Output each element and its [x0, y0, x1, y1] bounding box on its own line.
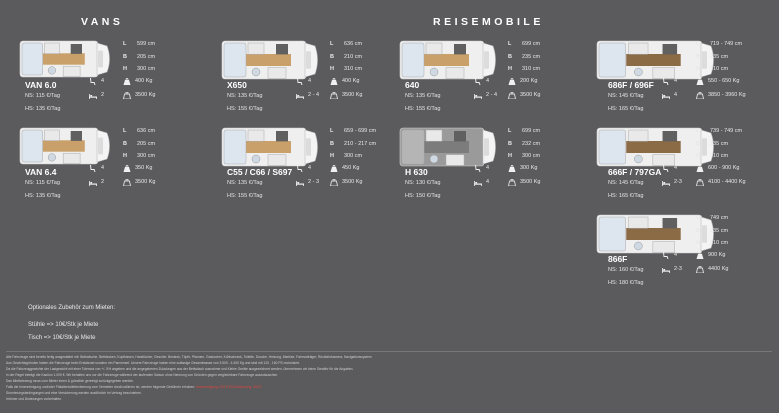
spec-l [123, 128, 155, 134]
spec-key: B [696, 53, 700, 60]
spec-payload: 450 Kg [342, 165, 360, 171]
spec-value: 235 cm [710, 53, 729, 60]
spec-value: 205 cm [137, 140, 156, 147]
spec-b [123, 54, 155, 60]
spec-payload: 350 Kg [135, 165, 153, 171]
spec-value: 699 cm [522, 128, 541, 134]
spec-beds: 2 - 3 [308, 179, 320, 185]
payload-weight-icon [508, 78, 516, 85]
spec-h [696, 66, 728, 72]
footnote-line-5: Das Mietfahrzeug muss vom Mieter innen & gründlich gereinigt zurückgegeben werden. [6, 379, 134, 383]
payload-weight-icon [696, 252, 704, 259]
spec-key: L [508, 128, 512, 134]
spec-key: L [508, 41, 512, 47]
spec-value: 310 cm [344, 66, 363, 72]
spec-beds: 2 - 4 [308, 92, 320, 98]
price-hs: HS: 165 €/Tag [608, 193, 644, 199]
price-ns: NS: 135 €/Tag [227, 93, 263, 99]
spec-h [330, 66, 362, 72]
spec-b [508, 54, 540, 60]
spec-b [696, 141, 728, 147]
price-hs: HS: 155 €/Tag [227, 193, 263, 199]
spec-value: 300 cm [522, 153, 541, 159]
bed-icon [474, 179, 482, 186]
spec-value: 300 cm [344, 153, 363, 159]
payload-weight-icon [696, 165, 704, 172]
price-hs: HS: 135 €/Tag [25, 193, 61, 199]
floor-plan [221, 127, 321, 167]
spec-beds: 2 [101, 92, 105, 98]
spec-weight: 3500 Kg [135, 92, 156, 98]
total-weight-icon [330, 92, 338, 99]
spec-key: B [330, 53, 334, 60]
total-weight-icon [696, 179, 704, 186]
spec-l [330, 128, 376, 134]
spec-value: 210 - 217 cm [344, 140, 377, 147]
total-weight-icon [123, 179, 131, 186]
floor-plan [19, 127, 113, 165]
spec-key: L [123, 41, 127, 47]
spec-weight: 3500 Kg [520, 179, 541, 185]
spec-value: 235 cm [710, 140, 729, 147]
spec-key: H [123, 66, 127, 72]
spec-value: 210 cm [344, 53, 363, 60]
footnote-line-6 [6, 385, 776, 389]
payload-weight-icon [330, 165, 338, 172]
spec-key: H [123, 153, 127, 159]
spec-h [508, 66, 540, 72]
spec-key: H [330, 66, 334, 72]
spec-key: L [696, 215, 700, 221]
spec-key: B [330, 140, 334, 147]
payload-weight-icon [123, 165, 131, 172]
spec-beds: 2 [101, 179, 105, 185]
spec-l [696, 215, 728, 221]
extras-title: Optionales Zubehör zum Mieten: [28, 305, 116, 311]
floor-plan [19, 40, 113, 78]
bed-icon [296, 92, 304, 99]
bed-icon [474, 92, 482, 99]
vehicle-name: 640 [405, 80, 420, 90]
price-ns: NS: 135 €/Tag [405, 93, 441, 99]
vehicle-name: VAN 6.4 [25, 167, 57, 177]
vehicle-name: 686F / 696F [608, 80, 654, 90]
spec-key: L [330, 128, 334, 134]
total-weight-icon [123, 92, 131, 99]
spec-value: 232 cm [522, 140, 541, 147]
price-ns: NS: 160 €/Tag [608, 267, 644, 273]
spec-payload: 600 - 900 Kg [708, 165, 740, 171]
payload-weight-icon [508, 165, 516, 172]
seat-icon [474, 78, 482, 85]
spec-h [696, 240, 728, 246]
payload-weight-icon [696, 78, 704, 85]
price-hs: HS: 155 €/Tag [227, 106, 263, 112]
spec-value: 300 cm [137, 66, 156, 72]
spec-b [330, 141, 376, 147]
spec-h [508, 153, 540, 159]
spec-key: H [696, 240, 700, 246]
seat-icon [296, 165, 304, 172]
vehicle-name: 866F [608, 254, 628, 264]
spec-value: 300 cm [137, 153, 156, 159]
spec-weight: 3500 Kg [520, 92, 541, 98]
spec-value: 310 cm [710, 240, 729, 246]
spec-seats: 4 [308, 165, 312, 171]
spec-weight: 4400 Kg [708, 266, 729, 272]
spec-value: 310 cm [522, 66, 541, 72]
spec-key: L [330, 41, 334, 47]
footnote-divider [6, 351, 772, 352]
spec-weight: 3500 Kg [342, 179, 363, 185]
spec-l [696, 41, 742, 47]
spec-weight: 3850 - 3960 Kg [708, 92, 746, 98]
vehicle-name: C55 / C66 / S697 [227, 167, 293, 177]
extras-tisch: Tisch => 10€/Stk je Miete [28, 335, 96, 341]
extras-stuehle: Stühle => 10€/Stk je Miete [28, 322, 99, 328]
spec-value: 205 cm [137, 53, 156, 60]
spec-value: 739 - 749 cm [710, 128, 743, 134]
spec-b [123, 141, 155, 147]
spec-payload: 900 Kg [708, 252, 726, 258]
spec-key: H [508, 66, 512, 72]
spec-l [123, 41, 155, 47]
spec-value: 719 - 749 cm [710, 41, 743, 47]
heading-vans: VANS [81, 16, 124, 28]
bed-icon [296, 179, 304, 186]
bed-icon [662, 92, 670, 99]
price-hs: HS: 180 €/Tag [608, 280, 644, 286]
seat-icon [296, 78, 304, 85]
bed-icon [89, 179, 97, 186]
spec-key: H [696, 153, 700, 159]
spec-value: 310 cm [710, 66, 729, 72]
seat-icon [474, 165, 482, 172]
spec-value: 636 cm [344, 41, 363, 47]
spec-beds: 2-3 [674, 266, 682, 272]
spec-l [330, 41, 362, 47]
price-hs: HS: 150 €/Tag [405, 193, 441, 199]
footnote-line-7: Stornierungsbedingungen und eine Versicherung werden ausführlich im Vertrag beschrieben. [6, 391, 142, 395]
vehicle-name: H 630 [405, 167, 428, 177]
spec-seats: 4 [674, 78, 678, 84]
payload-weight-icon [123, 78, 131, 85]
spec-h [696, 153, 728, 159]
spec-payload: 300 Kg [520, 165, 538, 171]
total-weight-icon [330, 179, 338, 186]
spec-l [696, 128, 742, 134]
spec-beds: 2-3 [674, 179, 682, 185]
spec-seats: 4 [101, 165, 105, 171]
spec-weight: 3500 Kg [135, 179, 156, 185]
floor-plan [399, 127, 499, 167]
total-weight-icon [696, 266, 704, 273]
spec-b [696, 228, 728, 234]
heading-reisemobile: REISEMOBILE [433, 16, 544, 28]
spec-value: 659 - 699 cm [344, 128, 377, 134]
spec-key: L [696, 41, 700, 47]
bed-icon [662, 266, 670, 273]
footnote-line-1: Alle Fahrzeuge sind bereits fertig ausgestattet mit: Bettwäsche, Bettdecken, Kopfkissen, Handtücher, Geschirr, Besteck, Töpfe, Pfannen, Gaskocher, Kühlschrank, Toilette, Dusche, Heizung, Markise, Fahrradträger, Rückfahrkamera, Navigationssystem [6, 355, 372, 359]
spec-key: B [508, 140, 512, 147]
floor-plan [399, 40, 499, 80]
floor-plan [221, 40, 321, 80]
spec-beds: 4 [674, 92, 678, 98]
spec-l [508, 128, 540, 134]
spec-beds: 2 - 4 [486, 92, 498, 98]
price-hs: HS: 135 €/Tag [25, 106, 61, 112]
spec-key: B [508, 53, 512, 60]
spec-value: 235 cm [710, 227, 729, 234]
seat-icon [662, 165, 670, 172]
price-hs: HS: 155 €/Tag [405, 106, 441, 112]
spec-b [330, 54, 362, 60]
spec-value: 749 cm [710, 215, 729, 221]
price-ns: NS: 115 €/Tag [25, 180, 61, 186]
vehicle-name: 666F / 797GA [608, 167, 662, 177]
spec-value: 636 cm [137, 128, 156, 134]
seat-icon [89, 165, 97, 172]
spec-seats: 4 [486, 165, 490, 171]
spec-value: 599 cm [137, 41, 156, 47]
spec-key: H [696, 66, 700, 72]
spec-value: 310 cm [710, 153, 729, 159]
spec-h [330, 153, 362, 159]
spec-key: B [123, 53, 127, 60]
spec-b [696, 54, 728, 60]
footnote-fees-red: Innenreinigung: 200 € WC-Entleerung: 200 € [195, 385, 262, 389]
spec-seats: 4 [101, 78, 105, 84]
spec-seats: 4 [486, 78, 490, 84]
spec-l [508, 41, 540, 47]
spec-key: B [123, 140, 127, 147]
spec-seats: 4 [308, 78, 312, 84]
spec-weight: 4100 - 4400 Kg [708, 179, 746, 185]
vehicle-name: X650 [227, 80, 247, 90]
seat-icon [662, 252, 670, 259]
spec-payload: 400 Kg [342, 78, 360, 84]
total-weight-icon [508, 179, 516, 186]
footnote-fees-label: Falls die Innenreinigung und/oder Fäkalientoilettenleerung vom Vermieter durchzuführen ist, werden folgende Gebühren erhoben: [6, 385, 195, 389]
total-weight-icon [508, 92, 516, 99]
footnote-line-3: Da die Fahrzeuggewichte der Lastgewicht mit einer Toleranz von +/- 5% angeben und die angegebenen Zuladungen aus der Bettwäsch ausnahme und Kleine Geräte ausgezeichnet werden, übernehmen wir keine Gewähr für die Angaben. [6, 367, 354, 371]
spec-weight: 3500 Kg [342, 92, 363, 98]
price-ns: NS: 130 €/Tag [405, 180, 441, 186]
price-hs: HS: 165 €/Tag [608, 106, 644, 112]
spec-key: L [123, 128, 127, 134]
bed-icon [662, 179, 670, 186]
spec-payload: 200 Kg [520, 78, 538, 84]
price-ns: NS: 115 €/Tag [25, 93, 61, 99]
spec-payload: 400 Kg [135, 78, 153, 84]
spec-beds: 4 [486, 179, 490, 185]
bed-icon [89, 92, 97, 99]
footnote-line-2: Aus Gewichtsgründen haben die Fahrzeuge beim Erstatzrad sondern ein Pannenset. Unsere Fahrzeuge haben eine zulässige Gesamtmasse von 3.500 - 4.400 Kg und sind mit 120 - 160 PS motorisiert. [6, 361, 300, 365]
spec-key: B [696, 227, 700, 234]
spec-key: H [330, 153, 334, 159]
spec-value: 235 cm [522, 53, 541, 60]
seat-icon [89, 78, 97, 85]
spec-key: L [696, 128, 700, 134]
spec-h [123, 153, 155, 159]
total-weight-icon [696, 92, 704, 99]
spec-seats: 4 [674, 252, 678, 258]
seat-icon [662, 78, 670, 85]
spec-payload: 550 - 650 Kg [708, 78, 740, 84]
footnote-line-4: In der Regel beträgt die Kaution 1.000 €. Wir behalten uns vor die Fahrzeuge während der laufenden Saison ohne Nennung von Gründen gegen vergleichbare Fahrzeuge auszutauschen. [6, 373, 279, 377]
footnote-line-8: Irrtümer und Änderungen vorbehalten. [6, 397, 62, 401]
spec-seats: 4 [674, 165, 678, 171]
payload-weight-icon [330, 78, 338, 85]
price-ns: NS: 145 €/Tag [608, 180, 644, 186]
spec-b [508, 141, 540, 147]
spec-key: B [696, 140, 700, 147]
price-ns: NS: 145 €/Tag [608, 93, 644, 99]
vehicle-name: VAN 6.0 [25, 80, 57, 90]
price-ns: NS: 135 €/Tag [227, 180, 263, 186]
spec-value: 699 cm [522, 41, 541, 47]
spec-key: H [508, 153, 512, 159]
spec-h [123, 66, 155, 72]
